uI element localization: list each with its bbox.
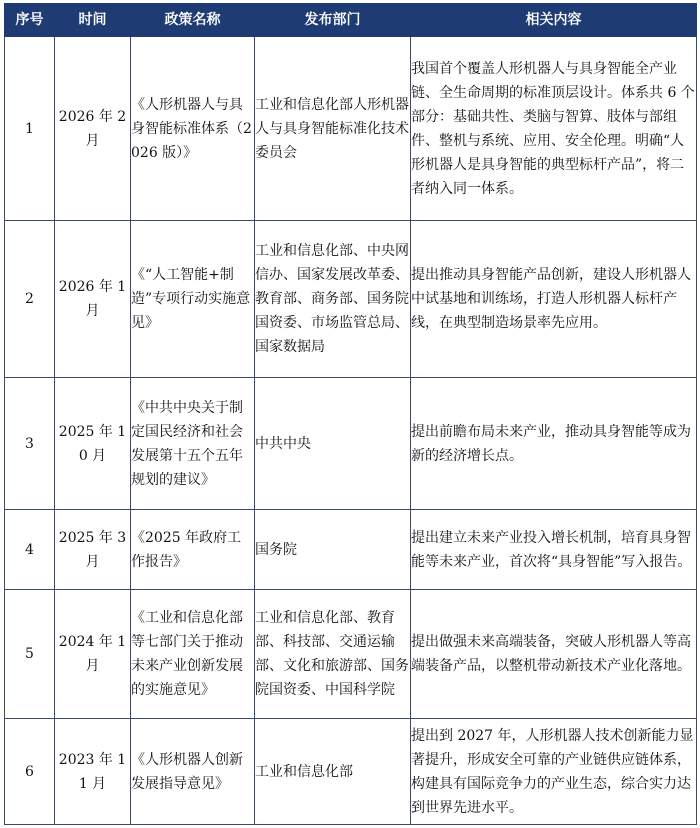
row-time: 2026 年 1 月 bbox=[55, 221, 131, 378]
row-num: 3 bbox=[5, 378, 55, 510]
row-num: 4 bbox=[5, 510, 55, 590]
table-row bbox=[5, 719, 697, 825]
row-time: 2024 年 1 月 bbox=[55, 590, 131, 719]
header-num: 序号 bbox=[5, 4, 55, 37]
row-content: 提出前瞻布局未来产业，推动具身智能等成为新的经济增长点。 bbox=[411, 378, 697, 510]
row-department: 工业和信息化部、中央网信办、国家发展改革委、教育部、商务部、国务院国资委、市场监管总局、国家数据局 bbox=[255, 221, 411, 378]
row-num: 5 bbox=[5, 590, 55, 719]
row-content: 提出到 2027 年，人形机器人技术创新能力显著提升，形成安全可靠的产业链供应链体系，构建具有国际竞争力的产业生态，综合实力达到世界先进水平。 bbox=[411, 719, 697, 825]
row-policy-name: 《中共中央关于制定国民经济和社会发展第十五个五年规划的建议》 bbox=[131, 378, 255, 510]
header-time: 时间 bbox=[55, 4, 131, 37]
row-department: 工业和信息化部人形机器人与具身智能标准化技术委员会 bbox=[255, 37, 411, 221]
table-row bbox=[5, 378, 697, 510]
row-department: 工业和信息化部、教育部、科技部、交通运输部、文化和旅游部、国务院国资委、中国科学院 bbox=[255, 590, 411, 719]
row-policy-name: 《“人工智能+制造”专项行动实施意见》 bbox=[131, 221, 255, 378]
row-department: 中共中央 bbox=[255, 378, 411, 510]
table-row bbox=[5, 510, 697, 590]
row-department: 国务院 bbox=[255, 510, 411, 590]
row-time: 2026 年 2 月 bbox=[55, 37, 131, 221]
header-policy-name: 政策名称 bbox=[131, 4, 255, 37]
table-row bbox=[5, 590, 697, 719]
row-content: 我国首个覆盖人形机器人与具身智能全产业链、全生命周期的标准顶层设计。体系共 6 个部分：基础共性、类脑与智算、肢体与部组件、整机与系统、应用、安全伦理。明确“人形机器人是具身智能的典型标杆产品”，将二者纳入同一体系。 bbox=[411, 37, 697, 221]
row-department: 工业和信息化部 bbox=[255, 719, 411, 825]
header-row bbox=[5, 4, 697, 37]
row-time: 2025 年 10 月 bbox=[55, 378, 131, 510]
table-row bbox=[5, 221, 697, 378]
row-num: 1 bbox=[5, 37, 55, 221]
row-num: 2 bbox=[5, 221, 55, 378]
header-content: 相关内容 bbox=[411, 4, 697, 37]
row-time: 2025 年 3 月 bbox=[55, 510, 131, 590]
row-num: 6 bbox=[5, 719, 55, 825]
row-policy-name: 《人形机器人与具身智能标准体系（2026 版）》 bbox=[131, 37, 255, 221]
row-policy-name: 《2025 年政府工作报告》 bbox=[131, 510, 255, 590]
row-content: 提出建立未来产业投入增长机制，培育具身智能等未来产业，首次将“具身智能”写入报告。 bbox=[411, 510, 697, 590]
table-row bbox=[5, 37, 697, 221]
policy-table bbox=[4, 3, 697, 825]
header-department: 发布部门 bbox=[255, 4, 411, 37]
row-content: 提出推动具身智能产品创新，建设人形机器人中试基地和训练场，打造人形机器人标杆产线，在典型制造场景率先应用。 bbox=[411, 221, 697, 378]
row-policy-name: 《工业和信息化部等七部门关于推动未来产业创新发展的实施意见》 bbox=[131, 590, 255, 719]
row-content: 提出做强未来高端装备，突破人形机器人等高端装备产品，以整机带动新技术产业化落地。 bbox=[411, 590, 697, 719]
row-policy-name: 《人形机器人创新发展指导意见》 bbox=[131, 719, 255, 825]
row-time: 2023 年 11 月 bbox=[55, 719, 131, 825]
